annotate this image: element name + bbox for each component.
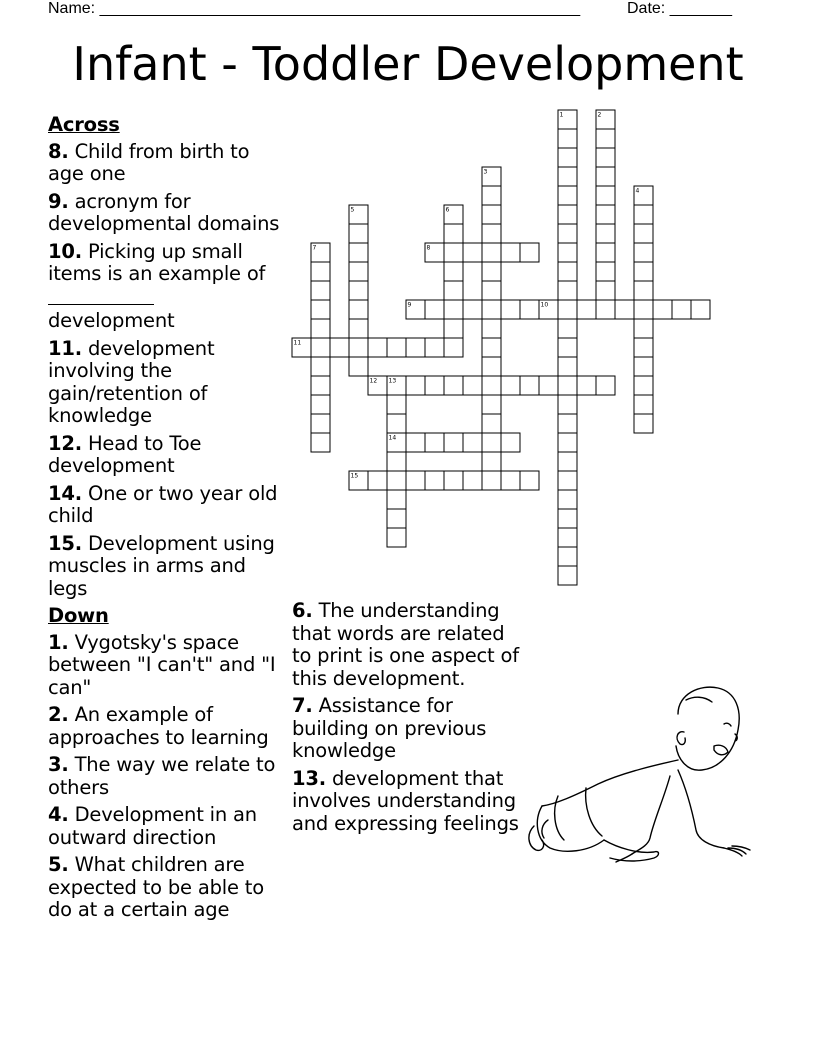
grid-cell[interactable] xyxy=(387,414,406,433)
grid-cell[interactable] xyxy=(558,224,577,243)
grid-cell[interactable] xyxy=(558,528,577,547)
grid-cell[interactable] xyxy=(482,471,501,490)
grid-cell[interactable] xyxy=(368,471,387,490)
grid-cell[interactable] xyxy=(501,376,520,395)
grid-cell[interactable] xyxy=(634,243,653,262)
grid-cell[interactable] xyxy=(482,452,501,471)
grid-cell[interactable] xyxy=(387,452,406,471)
grid-cell[interactable] xyxy=(596,243,615,262)
grid-cell[interactable] xyxy=(558,186,577,205)
grid-cell[interactable] xyxy=(634,319,653,338)
grid-clue-number: 2 xyxy=(597,111,602,119)
grid-cell[interactable] xyxy=(444,376,463,395)
grid-cell[interactable] xyxy=(596,129,615,148)
grid-cell[interactable] xyxy=(444,338,463,357)
grid-clue-number: 7 xyxy=(312,244,317,252)
grid-cell[interactable] xyxy=(558,129,577,148)
grid-cell[interactable] xyxy=(558,376,577,395)
grid-cell[interactable] xyxy=(482,414,501,433)
grid-cell[interactable] xyxy=(558,262,577,281)
grid-cell[interactable] xyxy=(406,471,425,490)
grid-cell[interactable] xyxy=(444,433,463,452)
grid-cell[interactable] xyxy=(634,414,653,433)
down-clue-3: 3. The way we relate to others xyxy=(48,753,276,799)
grid-cell[interactable] xyxy=(558,471,577,490)
grid-cell[interactable] xyxy=(501,471,520,490)
grid-cell[interactable] xyxy=(501,300,520,319)
grid-cell[interactable] xyxy=(311,357,330,376)
grid-cell[interactable] xyxy=(596,376,615,395)
grid-cell[interactable] xyxy=(311,281,330,300)
grid-cell[interactable] xyxy=(444,319,463,338)
across-heading: Across xyxy=(48,113,120,136)
grid-cell[interactable] xyxy=(539,376,558,395)
grid-cell[interactable] xyxy=(558,509,577,528)
grid-clue-number: 5 xyxy=(350,206,355,214)
down-clue-4: 4. Development in an outward direction xyxy=(48,803,257,849)
grid-cell[interactable] xyxy=(387,490,406,509)
grid-cell[interactable] xyxy=(634,224,653,243)
grid-cell[interactable] xyxy=(634,300,653,319)
grid-cell[interactable] xyxy=(387,528,406,547)
grid-clue-number: 11 xyxy=(293,339,302,347)
grid-clue-number: 3 xyxy=(483,168,488,176)
grid-cell[interactable] xyxy=(463,433,482,452)
grid-cell[interactable] xyxy=(558,205,577,224)
across-clue-8: 8. Child from birth to age one xyxy=(48,139,250,185)
grid-cell[interactable] xyxy=(482,395,501,414)
grid-cell[interactable] xyxy=(444,300,463,319)
grid-cell[interactable] xyxy=(558,395,577,414)
name-line: ______________________________________________________ xyxy=(99,0,581,17)
grid-cell[interactable] xyxy=(425,433,444,452)
grid-cell[interactable] xyxy=(672,300,691,319)
grid-cell[interactable] xyxy=(444,224,463,243)
grid-cell[interactable] xyxy=(596,205,615,224)
grid-cell[interactable] xyxy=(482,224,501,243)
down-clue-13: 13. development that involves understanding and expressing feelings xyxy=(292,766,519,835)
grid-cell[interactable] xyxy=(463,300,482,319)
grid-cell[interactable] xyxy=(311,433,330,452)
grid-cell[interactable] xyxy=(425,471,444,490)
grid-cell[interactable] xyxy=(482,186,501,205)
grid-cell[interactable] xyxy=(463,376,482,395)
grid-cell[interactable] xyxy=(520,243,539,262)
grid-cell[interactable] xyxy=(634,395,653,414)
down-clue-1: 1. Vygotsky's space between "I can't" and "I can" xyxy=(48,630,276,699)
grid-cell[interactable] xyxy=(634,338,653,357)
grid-cell[interactable] xyxy=(425,300,444,319)
grid-cell[interactable] xyxy=(425,338,444,357)
grid-cell[interactable] xyxy=(482,433,501,452)
grid-cell[interactable] xyxy=(596,262,615,281)
grid-cell[interactable] xyxy=(444,262,463,281)
grid-clue-number: 13 xyxy=(388,377,397,385)
grid-cell[interactable] xyxy=(425,376,444,395)
across-clue-14: 14. One or two year old child xyxy=(48,481,278,527)
grid-cell[interactable] xyxy=(558,300,577,319)
down-clue-6: 6. The understanding that words are related to print is one aspect of this development. xyxy=(292,599,519,690)
grid-cell[interactable] xyxy=(311,376,330,395)
grid-cell[interactable] xyxy=(482,243,501,262)
grid-clue-number: 4 xyxy=(635,187,640,195)
grid-cell[interactable] xyxy=(387,471,406,490)
grid-cell[interactable] xyxy=(596,224,615,243)
grid-cell[interactable] xyxy=(482,205,501,224)
grid-cell[interactable] xyxy=(634,262,653,281)
grid-cell[interactable] xyxy=(653,300,672,319)
grid-cell[interactable] xyxy=(463,471,482,490)
grid-cell[interactable] xyxy=(596,300,615,319)
grid-cell[interactable] xyxy=(387,395,406,414)
grid-cell[interactable] xyxy=(501,433,520,452)
grid-cell[interactable] xyxy=(520,376,539,395)
grid-cell[interactable] xyxy=(634,205,653,224)
grid-cell[interactable] xyxy=(520,471,539,490)
grid-cell[interactable] xyxy=(558,357,577,376)
across-clue-9: 9. acronym for developmental domains xyxy=(48,189,280,235)
across-clue-15: 15. Development using muscles in arms and legs xyxy=(48,531,275,600)
grid-cell[interactable] xyxy=(558,547,577,566)
grid-cell[interactable] xyxy=(349,281,368,300)
grid-cell[interactable] xyxy=(615,300,634,319)
across-clue-11: 11. development involving the gain/retention of knowledge xyxy=(48,336,215,427)
grid-clue-number: 1 xyxy=(559,111,564,119)
grid-cell[interactable] xyxy=(558,281,577,300)
clue-column-right xyxy=(292,600,526,840)
grid-clue-number: 10 xyxy=(540,301,549,309)
down-clue-2: 2. An example of approaches to learning xyxy=(48,703,269,749)
grid-clue-number: 6 xyxy=(445,206,450,214)
down-clue-5: 5. What children are expected to be able to do at a certain age xyxy=(48,853,264,921)
grid-clue-number: 14 xyxy=(388,434,397,442)
across-clue-10: 10. Picking up small items is an example of development xyxy=(48,239,266,332)
grid-cell[interactable] xyxy=(558,490,577,509)
grid-cell[interactable] xyxy=(444,281,463,300)
grid-cell[interactable] xyxy=(501,243,520,262)
grid-cell[interactable] xyxy=(482,338,501,357)
grid-clue-number: 12 xyxy=(369,377,378,385)
grid-cell[interactable] xyxy=(349,262,368,281)
date-line: _______ xyxy=(669,0,732,17)
grid-cell[interactable] xyxy=(482,300,501,319)
grid-cell[interactable] xyxy=(558,167,577,186)
grid-cell[interactable] xyxy=(444,243,463,262)
grid-cell[interactable] xyxy=(558,433,577,452)
grid-cell[interactable] xyxy=(406,376,425,395)
grid-cell[interactable] xyxy=(634,357,653,376)
grid-cell[interactable] xyxy=(311,262,330,281)
down-heading: Down xyxy=(48,604,109,627)
grid-cell[interactable] xyxy=(349,243,368,262)
grid-cell[interactable] xyxy=(463,243,482,262)
grid-cell[interactable] xyxy=(444,471,463,490)
name-label: Name: xyxy=(48,0,96,17)
page-title: Infant - Toddler Development xyxy=(72,37,744,91)
grid-cell[interactable] xyxy=(634,376,653,395)
crawling-baby-illustration xyxy=(528,680,772,870)
grid-cell[interactable] xyxy=(558,319,577,338)
grid-cell[interactable] xyxy=(349,357,368,376)
grid-cell[interactable] xyxy=(368,338,387,357)
grid-cell[interactable] xyxy=(349,300,368,319)
grid-cell[interactable] xyxy=(596,167,615,186)
grid-cell[interactable] xyxy=(634,281,653,300)
date-label: Date: xyxy=(627,0,666,17)
grid-cell[interactable] xyxy=(482,376,501,395)
grid-cell[interactable] xyxy=(387,509,406,528)
grid-clue-number: 9 xyxy=(407,301,412,309)
grid-cell[interactable] xyxy=(349,224,368,243)
grid-cell[interactable] xyxy=(691,300,710,319)
grid-cell[interactable] xyxy=(387,338,406,357)
grid-clue-number: 8 xyxy=(426,244,431,252)
grid-cell[interactable] xyxy=(311,319,330,338)
across-clue-12: 12. Head to Toe development xyxy=(48,431,202,477)
grid-clue-number: 15 xyxy=(350,472,359,480)
grid-cell[interactable] xyxy=(311,395,330,414)
grid-cell[interactable] xyxy=(558,414,577,433)
grid-cell[interactable] xyxy=(482,357,501,376)
grid-cell[interactable] xyxy=(558,566,577,585)
grid-cell[interactable] xyxy=(577,300,596,319)
grid-cell[interactable] xyxy=(596,148,615,167)
grid-cell[interactable] xyxy=(330,338,349,357)
grid-cell[interactable] xyxy=(482,319,501,338)
grid-cell[interactable] xyxy=(311,300,330,319)
grid-cell[interactable] xyxy=(577,376,596,395)
grid-cell[interactable] xyxy=(520,300,539,319)
grid-cell[interactable] xyxy=(596,281,615,300)
grid-cell[interactable] xyxy=(311,414,330,433)
grid-cell[interactable] xyxy=(406,433,425,452)
grid-cell[interactable] xyxy=(349,338,368,357)
down-clue-7: 7. Assistance for building on previous knowledge xyxy=(292,694,487,762)
grid-cell[interactable] xyxy=(596,186,615,205)
grid-cell[interactable] xyxy=(311,338,330,357)
grid-cell[interactable] xyxy=(558,148,577,167)
grid-cell[interactable] xyxy=(558,338,577,357)
grid-cell[interactable] xyxy=(406,338,425,357)
grid-cell[interactable] xyxy=(482,281,501,300)
grid-cell[interactable] xyxy=(558,243,577,262)
grid-cell[interactable] xyxy=(482,262,501,281)
grid-cell[interactable] xyxy=(558,452,577,471)
grid-cell[interactable] xyxy=(349,319,368,338)
